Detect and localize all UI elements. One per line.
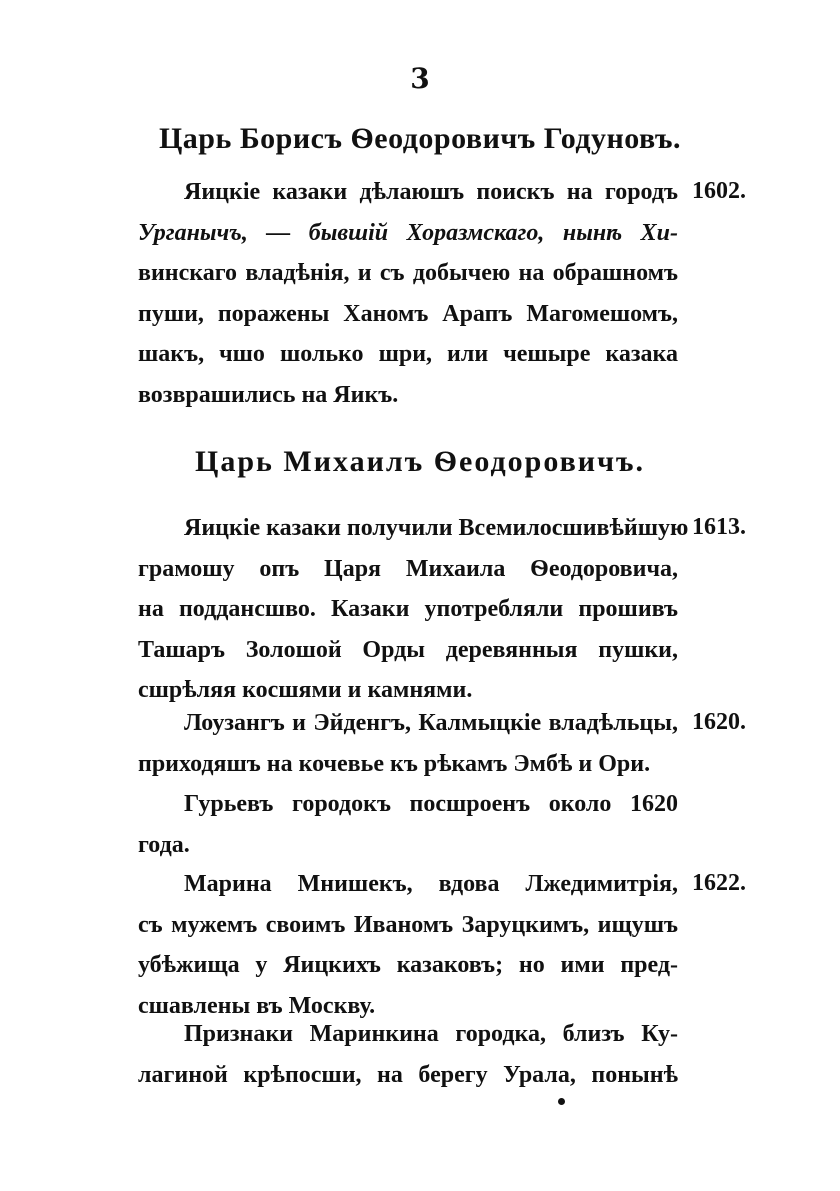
margin-year: 1622. <box>692 870 746 896</box>
text-line: Лоузангъ и Эйденгъ, Калмыцкіе владѣльцы, <box>184 710 678 736</box>
text-line: возврашились на Яикъ. <box>138 381 399 408</box>
paragraph-2 <box>138 508 689 711</box>
text-line: Яицкіе казаки дѣлаюшъ поискъ на городъ <box>184 179 678 205</box>
signature-mark-dot <box>558 1098 565 1105</box>
text-line: Яицкіе казаки получили Всемилосшивѣйшую <box>184 515 689 541</box>
section-heading-godunov: Царь Борисъ Ѳеодоровичъ Годуновъ. <box>158 122 682 155</box>
text-line: Марина Мнишекъ, вдова Лжедимитрія, <box>184 871 678 897</box>
text-line: Гурьевъ городокъ посшроенъ около 1620 <box>184 791 678 817</box>
text-line: винскаго владѣнія, и съ добычею на обрашномъ <box>138 260 678 286</box>
paragraph-6 <box>138 1014 678 1095</box>
paragraph-4 <box>138 784 678 865</box>
text-line: съ мужемъ своимъ Иваномъ Заруцкимъ, ищушъ <box>138 911 678 938</box>
section-heading-mikhail: Царь Михаилъ Ѳеодоровичъ. <box>195 445 645 478</box>
text-line: убѣжища у Яицкихъ казаковъ; но ими пред- <box>138 952 678 978</box>
margin-year: 1620. <box>692 709 746 735</box>
margin-year: 1602. <box>692 178 746 204</box>
text-line: Ташаръ Золошой Орды деревянныя пушки, <box>138 636 678 663</box>
text-line: на поддансшво. Казаки употребляли прошивъ <box>138 596 678 622</box>
text-line: сшрѣляя косшями и камнями. <box>138 677 473 703</box>
text-line: Признаки Маринкина городка, близъ Ку- <box>184 1021 678 1047</box>
text-line: сшавлены въ Москву. <box>138 992 376 1019</box>
text-line: приходяшъ на кочевье къ рѣкамъ Эмбѣ и Ори. <box>138 750 651 777</box>
margin-year: 1613. <box>692 514 746 540</box>
text-line: пуши, поражены Ханомъ Арапъ Магомешомъ, <box>138 300 678 327</box>
text-line: года. <box>138 831 190 858</box>
paragraph-5 <box>138 864 678 1026</box>
text-line: шакъ, чшо шолько шри, или чешыре казака <box>138 341 678 367</box>
page-number: 3 <box>410 62 430 95</box>
paragraph-1 <box>138 172 678 415</box>
text-line: лагиной крѣпосши, на берегу Урала, понынѣ <box>138 1061 678 1088</box>
text-line: грамошу опъ Царя Михаила Ѳеодоровича, <box>138 555 678 582</box>
text-line: Урганычъ, — бывшій Хоразмскаго, нынѣ Хи- <box>138 219 678 246</box>
paragraph-3 <box>138 703 678 784</box>
